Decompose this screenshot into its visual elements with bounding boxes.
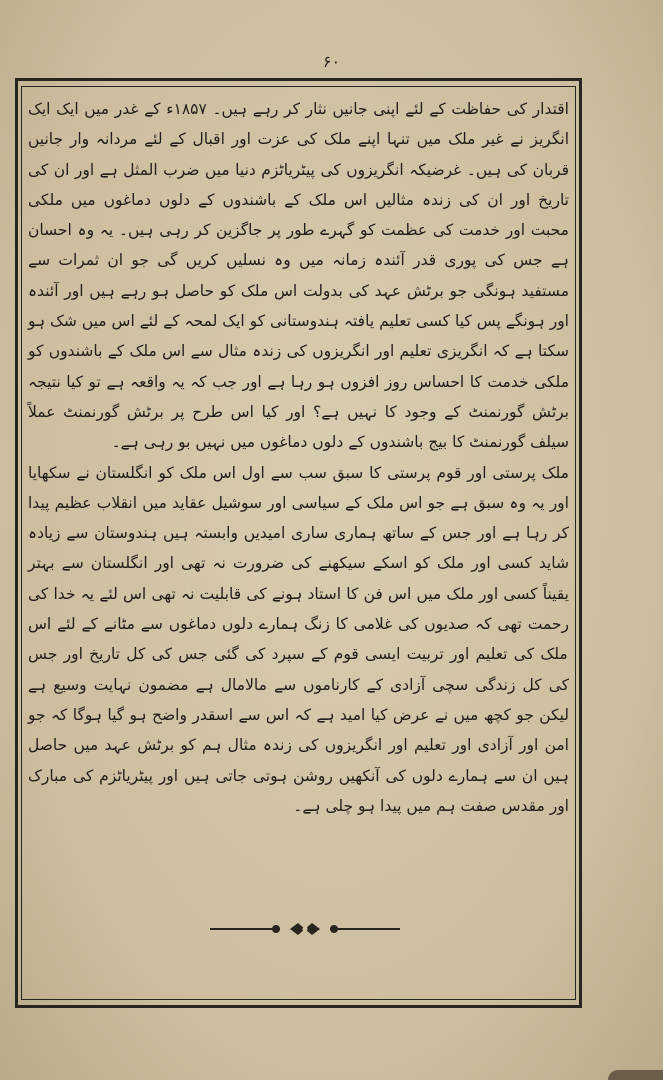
text-line: ثمرات سے مستفید ہونگی جو برٹش عہد کی بدولت اس ملک کو حاصل ہو رہے ہیں اور آئندہ اور	[28, 251, 569, 331]
text-line: میں نے عرض کیا امید ہے کہ اس سے اسقدر واضح ہو گیا ہوگا کہ جو امن اور آزادی اور تعلیم	[28, 705, 569, 755]
page-number: ۶۰	[322, 52, 341, 71]
text-line: ملک پرستی اور قوم پرستی کا سبق سب سے اول اس ملک کو انگلستان نے سکھایا اور	[28, 463, 569, 512]
text-line: کی زندہ مثال سے اس ملک کے باشندوں کو ملکی خدمت کا احساس روز افزوں ہو رہا ہے اور جب کہ	[28, 342, 569, 391]
text-line: سیکھنے کی ضرورت نہ تھی اور انگلستان سے بہتر یقیناً کسی اور ملک میں اس فن کا استاد ہونے کی	[28, 554, 569, 603]
text-line: عملاً سیلف گورنمنٹ کا بیج باشندوں کے دلوں دماغوں میں نہیں بو رہی ہے۔	[28, 402, 569, 452]
text-line: اقتدار کی حفاظت کے لئے اپنی جانیں نثار کر رہے ہیں۔ ۱۸۵۷ء کے غدر میں ایک ایک انگریز	[28, 100, 570, 149]
body-text	[28, 94, 569, 821]
text-line: جاگزین کر رہی ہیں۔ یہ وہ احسان ہے جس کی پوری قدر آئندہ زمانہ میں وہ نسلیں کریں گی جو ان	[28, 221, 569, 270]
text-line: اور انگریزوں کی زندہ مثال ہم کو برٹش عہد میں حاصل ہیں ان سے ہمارے دلوں کی آنکھیں روشن	[28, 736, 569, 785]
text-line: کی کل زندگی سچی آزادی کے کارناموں سے مالامال ہے مضمون نہایت وسیع ہے لیکن جو کچھ	[28, 675, 569, 724]
text-line: غرضیکہ انگریزوں کی پیٹریاٹزم دنیا میں ضرب المثل ہے اور ان کی تاریخ اور ان کی زندہ مثالیں	[28, 160, 569, 209]
page-corner-shadow	[608, 1070, 663, 1080]
text-line: نے غیر ملک میں تنہا اپنے ملک کی عزت اور اقبال کے لئے مردانہ وار جانیں قربان کی ہیں۔	[28, 130, 569, 179]
text-line: مٹانے کے لئے اس ملک کی تعلیم اور تربیت ایسی قوم کے سپرد کی گئی جس کی کل تاریخ اور جس	[28, 615, 568, 664]
section-end-ornament	[210, 918, 400, 940]
paragraph-2	[28, 458, 569, 822]
text-line: یہ وہ سبق ہے جو اس ملک کے سیاسی اور سوشیل عقاید میں انقلاب عظیم پیدا کر رہا ہے اور جس	[28, 493, 570, 543]
text-line: قابلیت نہ تھی اس لئے یہ خدا کی رحمت تھی کہ صدیوں کی غلامی کا زنگ ہمارے دلوں دماغوں سے	[28, 584, 569, 634]
text-line: ہوتی جاتی ہیں اور پیٹریاٹزم کی مبارک اور مقدس صفت ہم میں پیدا ہو چلی ہے۔	[28, 766, 569, 815]
paragraph-1	[28, 94, 569, 458]
text-line: یہ واقعہ ہے تو کیا نتیجہ برٹش گورنمنٹ کے وجود کا نہیں ہے؟ اور کیا اس طرح پر برٹش گورنمنٹ	[28, 372, 569, 421]
text-line: ہونگے پس کیا کسی تعلیم یافتہ ہندوستانی کو ایک لمحہ کے لئے اس میں شک ہو سکتا ہے کہ انگریزی تعلیم اور انگریزوں	[28, 312, 569, 361]
text-line: کے ساتھ ہماری ساری امیدیں وابستہ ہیں ہندوستان سے زیادہ شاید کسی اور ملک کو اسکے	[28, 524, 569, 573]
text-line: اس ملک کے باشندوں کے دلوں دماغوں میں ملکی محبت اور خدمت کی عظمت کو گہرے طور پر	[28, 190, 569, 240]
